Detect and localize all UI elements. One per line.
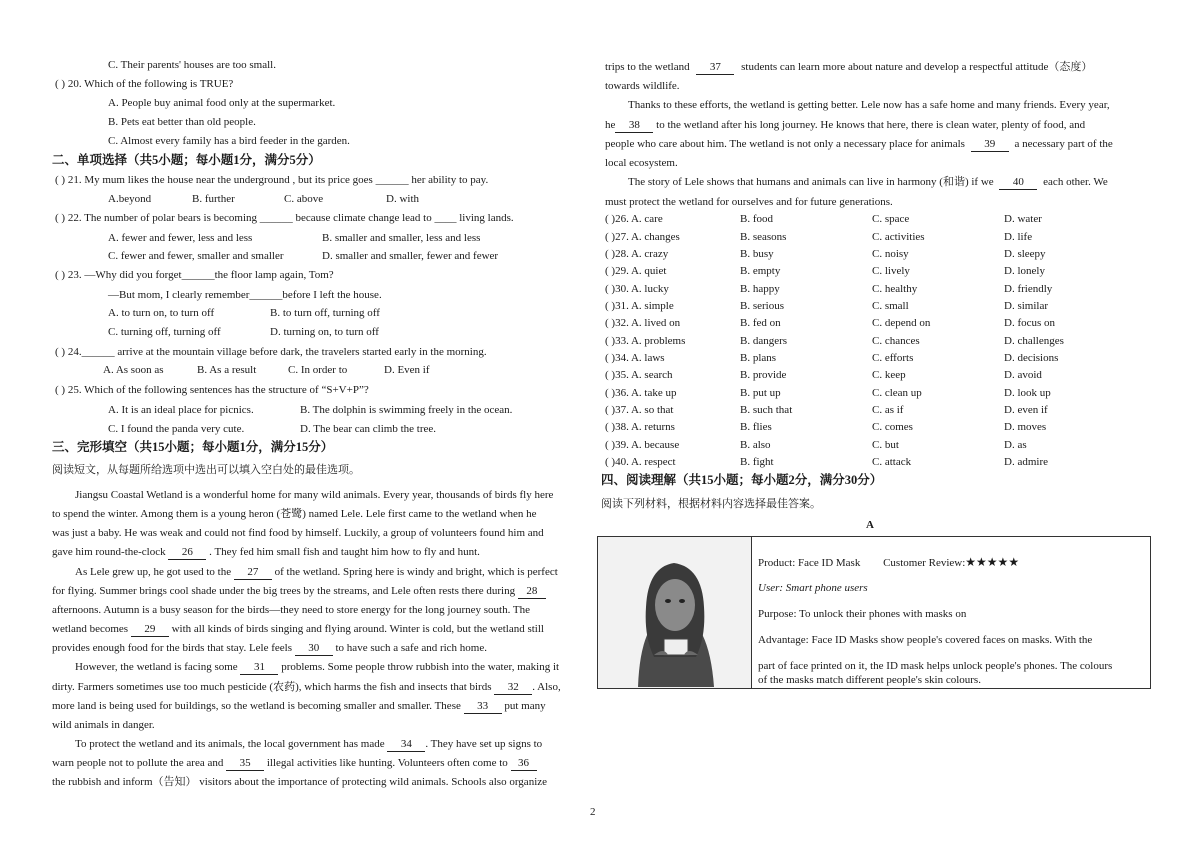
option-d: D. admire <box>1004 456 1048 468</box>
q20-stem: ( ) 20. Which of the following is TRUE? <box>55 78 234 90</box>
q22-option-d: D. smaller and smaller, fewer and fewer <box>322 250 499 262</box>
option-b: B. dangers <box>740 335 788 347</box>
section-3-title: 三、完形填空（共15小题；每小题1分，满分15分） <box>52 440 334 454</box>
blank-38: 38 <box>615 118 653 133</box>
option-b: B. fight <box>740 456 774 468</box>
passage-line: must protect the wetland for ourselves and for future generations. <box>605 196 893 208</box>
option-b: B. serious <box>740 300 784 312</box>
option-b: B. flies <box>740 421 772 433</box>
q19-option-c: C. Their parents' houses are too small. <box>108 59 276 71</box>
option-row-31: ( )31. A. simple <box>605 300 674 312</box>
passage-text: people who care about him. The wetland is not only a necessary place for animals <box>605 138 965 150</box>
passage-line: was just a baby. He was weak and could not find food by himself. Luckily, a group of volunteers found him and <box>52 527 544 539</box>
option-row-39: ( )39. A. because <box>605 439 680 451</box>
q25-option-b: B. The dolphin is swimming freely in the ocean. <box>300 404 513 416</box>
passage-line <box>52 622 544 637</box>
passage-text: with all kinds of birds singing and flying around. Winter is cold, but the wetland still <box>171 623 544 635</box>
q23-stem: ( ) 23. —Why did you forget______the floor lamp again, Tom? <box>55 269 334 281</box>
blank-31: 31 <box>240 660 278 675</box>
option-row-34: ( )34. A. laws <box>605 352 665 364</box>
passage-line <box>75 660 559 675</box>
passage-text: more land is being used for buildings, so the wetland is becoming smaller and smaller. These <box>52 700 461 712</box>
q20-option-c: C. Almost every family has a bird feeder in the garden. <box>108 135 350 147</box>
blank-39: 39 <box>971 137 1009 152</box>
q22-option-b: B. smaller and smaller, less and less <box>322 232 481 244</box>
option-c: C. clean up <box>872 387 922 399</box>
option-b: B. plans <box>740 352 777 364</box>
passage-line <box>75 565 558 580</box>
option-b: B. busy <box>740 248 774 260</box>
option-row-30: ( )30. A. lucky <box>605 283 669 295</box>
q21-option-c: C. above <box>284 193 324 205</box>
blank-32: 32 <box>494 680 532 695</box>
section-4-instruction: 阅读下列材料，根据材料内容选择最佳答案。 <box>601 498 821 510</box>
product-user: User: Smart phone users <box>758 582 868 594</box>
passage-text: illegal activities like hunting. Volunteers often come to <box>266 757 508 769</box>
option-row-37: ( )37. A. so that <box>605 404 674 416</box>
passage-line <box>52 756 537 771</box>
option-row-32: ( )32. A. lived on <box>605 317 681 329</box>
q24-option-d: D. Even if <box>384 364 430 376</box>
passage-line: Jiangsu Coastal Wetland is a wonderful home for many wild animals. Every year, thousands of birds fly here <box>75 489 554 501</box>
blank-30: 30 <box>295 641 333 656</box>
page-number: 2 <box>590 806 596 818</box>
option-b: B. food <box>740 213 773 225</box>
q21-stem: ( ) 21. My mum likes the house near the underground , but its price goes ______ her ability to pay. <box>55 174 489 186</box>
option-row-29: ( )29. A. quiet <box>605 265 667 277</box>
passage-line <box>605 137 1113 152</box>
q21-option-a: A.beyond <box>108 193 152 205</box>
blank-28: 28 <box>518 584 546 599</box>
passage-line <box>52 680 561 695</box>
q23-option-b: B. to turn off, turning off <box>270 307 380 319</box>
option-c: C. healthy <box>872 283 918 295</box>
q20-option-b: B. Pets eat better than old people. <box>108 116 256 128</box>
product-card <box>597 536 1151 689</box>
passage-line <box>52 584 546 599</box>
option-d: D. look up <box>1004 387 1051 399</box>
option-row-36: ( )36. A. take up <box>605 387 677 399</box>
option-c: C. efforts <box>872 352 914 364</box>
passage-text: of the wetland. Spring here is windy and bright, which is perfect <box>274 566 558 578</box>
section-2-title: 二、单项选择（共5小题；每小题1分，满分5分） <box>52 153 321 167</box>
option-b: B. put up <box>740 387 781 399</box>
passage-text: . They have set up signs to <box>425 738 543 750</box>
product-advantage-2: part of face printed on it, the ID mask helps unlock people's phones. The colours <box>758 660 1113 672</box>
passage-line <box>52 545 480 560</box>
blank-35: 35 <box>226 756 264 771</box>
section-3-instruction: 阅读短文，从每题所给选项中选出可以填入空白处的最佳选项。 <box>52 464 360 476</box>
passage-text: To protect the wetland and its animals, the local government has made <box>75 738 385 750</box>
passage-text: students can learn more about nature and develop a respectful attitude（态度） <box>741 61 1093 73</box>
blank-34: 34 <box>387 737 425 752</box>
passage-line <box>605 118 1085 133</box>
q25-option-c: C. I found the panda very cute. <box>108 423 245 435</box>
option-row-35: ( )35. A. search <box>605 369 673 381</box>
passage-text: The story of Lele shows that humans and animals can live in harmony (和谐) if we <box>628 176 994 188</box>
q21-option-b: B. further <box>192 193 235 205</box>
passage-text: dirty. Farmers sometimes use too much pesticide (农药), which harms the fish and insects that birds <box>52 681 492 693</box>
passage-text: he <box>605 119 616 131</box>
q24-option-c: C. In order to <box>288 364 348 376</box>
passage-text: problems. Some people throw rubbish into the water, making it <box>281 661 560 673</box>
option-row-33: ( )33. A. problems <box>605 335 686 347</box>
blank-27: 27 <box>234 565 272 580</box>
option-row-40: ( )40. A. respect <box>605 456 676 468</box>
product-advantage-3: of the masks match different people's skin colours. <box>758 674 981 686</box>
option-c: C. noisy <box>872 248 909 260</box>
passage-line: towards wildlife. <box>605 80 680 92</box>
blank-26: 26 <box>168 545 206 560</box>
blank-36: 36 <box>511 756 537 771</box>
option-b: B. provide <box>740 369 787 381</box>
rating-stars: ★★★★★ <box>965 555 1020 569</box>
option-c: C. but <box>872 439 899 451</box>
q22-stem: ( ) 22. The number of polar bears is becoming ______ because climate change lead to ____ living lands. <box>55 212 514 224</box>
option-c: C. small <box>872 300 909 312</box>
option-b: B. seasons <box>740 231 787 243</box>
passage-line <box>52 641 487 656</box>
blank-37: 37 <box>696 60 734 75</box>
option-c: C. chances <box>872 335 920 347</box>
option-c: C. activities <box>872 231 925 243</box>
passage-text: to have such a safe and rich home. <box>335 642 487 654</box>
q21-option-d: D. with <box>386 193 419 205</box>
option-d: D. avoid <box>1004 369 1042 381</box>
option-row-38: ( )38. A. returns <box>605 421 675 433</box>
q24-stem: ( ) 24.______ arrive at the mountain village before dark, the travelers started early in the morning. <box>55 346 487 358</box>
option-d: D. friendly <box>1004 283 1053 295</box>
passage-text: put many <box>504 700 546 712</box>
passage-text: wetland becomes <box>52 623 129 635</box>
passage-text: warn people not to pollute the area and <box>52 757 224 769</box>
option-d: D. moves <box>1004 421 1047 433</box>
passage-line: the rubbish and inform（告知） visitors about the importance of protecting wild animals. Schools also organize <box>52 776 548 788</box>
option-c: C. attack <box>872 456 912 468</box>
q25-stem: ( ) 25. Which of the following sentences has the structure of “S+V+P”? <box>55 384 369 396</box>
product-purpose: Purpose: To unlock their phones with masks on <box>758 608 967 620</box>
product-advantage-1: Advantage: Face ID Masks show people's covered faces on masks. With the <box>758 634 1093 646</box>
passage-line: afternoons. Autumn is a busy season for the birds—they need to store energy for the long journey south. The <box>52 604 531 616</box>
q25-option-a: A. It is an ideal place for picnics. <box>108 404 254 416</box>
passage-text: to the wetland after his long journey. He knows that here, there is clean water, plenty of food, and <box>656 119 1086 131</box>
customer-review-label: Customer Review: <box>883 557 966 569</box>
passage-line: local ecosystem. <box>605 157 678 169</box>
product-name: Product: Face ID Mask <box>758 557 861 569</box>
passage-line: to spend the winter. Among them is a young heron (苍鹭) named Lele. Lele first came to the wetland when he <box>52 508 537 520</box>
option-c: C. as if <box>872 404 904 416</box>
option-b: B. also <box>740 439 771 451</box>
q24-option-b: B. As a result <box>197 364 257 376</box>
option-d: D. decisions <box>1004 352 1059 364</box>
option-c: C. space <box>872 213 910 225</box>
q20-option-a: A. People buy animal food only at the supermarket. <box>108 97 336 109</box>
option-c: C. depend on <box>872 317 931 329</box>
option-d: D. focus on <box>1004 317 1056 329</box>
part-a-label: A <box>866 519 874 531</box>
option-b: B. happy <box>740 283 780 295</box>
q22-option-c: C. fewer and fewer, smaller and smaller <box>108 250 284 262</box>
option-d: D. as <box>1004 439 1027 451</box>
product-name-row <box>758 555 1019 570</box>
option-b: B. fed on <box>740 317 781 329</box>
option-c: C. lively <box>872 265 910 277</box>
passage-line <box>75 737 542 752</box>
blank-33: 33 <box>464 699 502 714</box>
passage-text: . They fed him small fish and taught him how to fly and hunt. <box>209 546 480 558</box>
option-row-27: ( )27. A. changes <box>605 231 680 243</box>
passage-text: a necessary part of the <box>1014 138 1113 150</box>
person-with-mask-photo <box>598 537 752 688</box>
passage-line <box>605 60 1092 75</box>
passage-line <box>52 699 546 714</box>
passage-text: . Also, <box>532 681 561 693</box>
option-d: D. sleepy <box>1004 248 1046 260</box>
option-d: D. even if <box>1004 404 1048 416</box>
passage-line <box>628 175 1108 190</box>
q23-option-a: A. to turn on, to turn off <box>108 307 215 319</box>
passage-text: gave him round-the-clock <box>52 546 166 558</box>
passage-line: Thanks to these efforts, the wetland is getting better. Lele now has a safe home and many friends. Every year, <box>628 99 1110 111</box>
option-d: D. similar <box>1004 300 1048 312</box>
q23-option-c: C. turning off, turning off <box>108 326 221 338</box>
passage-text: As Lele grew up, he got used to the <box>75 566 232 578</box>
blank-29: 29 <box>131 622 169 637</box>
option-c: C. keep <box>872 369 906 381</box>
option-d: D. life <box>1004 231 1033 243</box>
q23-option-d: D. turning on, to turn off <box>270 326 379 338</box>
passage-text: each other. We <box>1043 176 1108 188</box>
option-d: D. water <box>1004 213 1042 225</box>
passage-text: for flying. Summer brings cool shade under the big trees by the streams, and Lele often rests there during <box>52 585 516 597</box>
q24-option-a: A. As soon as <box>103 364 164 376</box>
blank-40: 40 <box>999 175 1037 190</box>
option-d: D. lonely <box>1004 265 1045 277</box>
passage-line: wild animals in danger. <box>52 719 155 731</box>
option-row-28: ( )28. A. crazy <box>605 248 669 260</box>
option-row-26: ( )26. A. care <box>605 213 663 225</box>
q22-option-a: A. fewer and fewer, less and less <box>108 232 253 244</box>
passage-text: provides enough food for the birds that stay. Lele feels <box>52 642 292 654</box>
section-4-title: 四、阅读理解（共15小题；每小题2分，满分30分） <box>601 473 883 487</box>
option-c: C. comes <box>872 421 913 433</box>
passage-text: However, the wetland is facing some <box>75 661 238 673</box>
option-d: D. challenges <box>1004 335 1064 347</box>
option-b: B. such that <box>740 404 793 416</box>
q25-option-d: D. The bear can climb the tree. <box>300 423 437 435</box>
person-photo-icon <box>598 537 751 688</box>
option-b: B. empty <box>740 265 781 277</box>
passage-text: trips to the wetland <box>605 61 690 73</box>
q23-stem-2: —But mom, I clearly remember______before I left the house. <box>108 289 382 301</box>
